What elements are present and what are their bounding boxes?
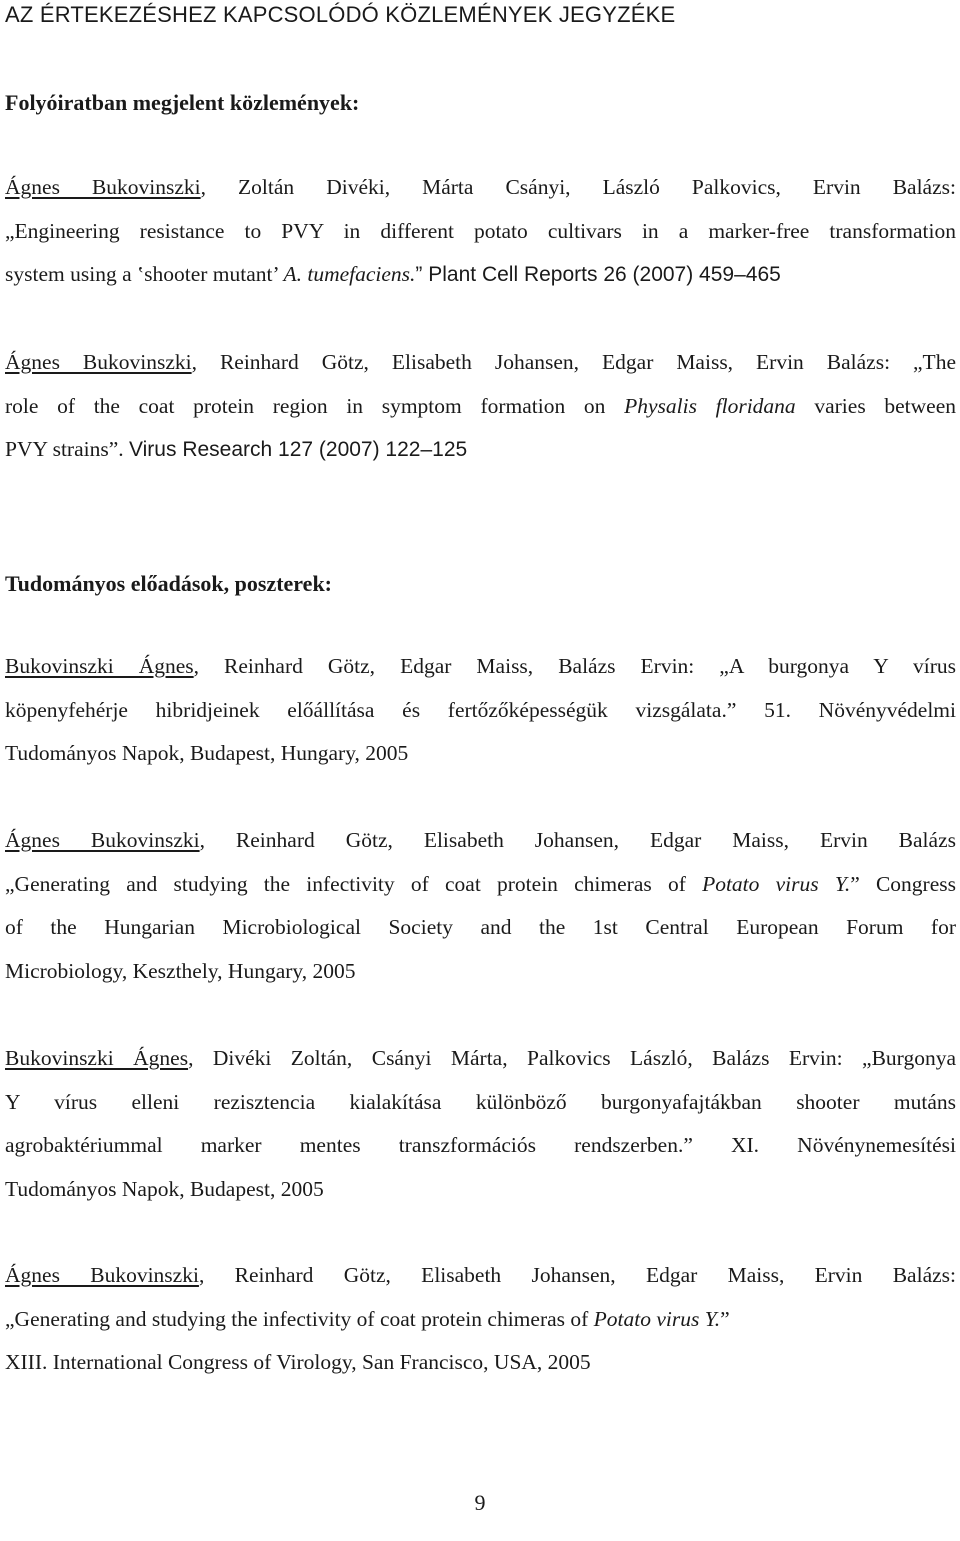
entry-line: Y vírus elleni rezisztencia kialakítása különböző burgonyafajtákban shooter mutáns bbox=[5, 1089, 956, 1114]
author-underlined: Ágnes Bukovinszki bbox=[5, 828, 200, 852]
entry-line: Microbiology, Keszthely, Hungary, 2005 bbox=[5, 958, 356, 983]
presentation-entry-3 bbox=[5, 1037, 956, 1211]
journal-entry-2 bbox=[5, 341, 956, 472]
title-rest: ” bbox=[720, 1306, 730, 1331]
entry-line: Tudományos Napok, Budapest, 2005 bbox=[5, 1176, 324, 1201]
entry-line: Tudományos Napok, Budapest, Hungary, 2005 bbox=[5, 741, 409, 766]
journal-entry-1 bbox=[5, 166, 956, 297]
entry-line bbox=[5, 385, 956, 429]
authors-rest: , Divéki Zoltán, Csányi Márta, Palkovics László, Balázs Ervin: „Burgonya bbox=[188, 1046, 956, 1070]
entry-line: XIII. International Congress of Virology, San Francisco, USA, 2005 bbox=[5, 1350, 591, 1375]
entry-line bbox=[5, 1254, 956, 1298]
title-text: system using a ‛shooter mutant’ bbox=[5, 262, 284, 287]
title-text: PVY strains”. bbox=[5, 437, 130, 462]
entry-line bbox=[5, 1037, 956, 1081]
entry-line bbox=[5, 863, 956, 907]
authors-rest: , Reinhard Götz, Edgar Maiss, Balázs Ervin: „A burgonya Y vírus bbox=[193, 654, 956, 678]
authors-rest: , Reinhard Götz, Elisabeth Johansen, Edgar Maiss, Ervin Balázs bbox=[199, 828, 956, 852]
presentation-entry-4 bbox=[5, 1254, 956, 1385]
authors-rest: , Reinhard Götz, Elisabeth Johansen, Edgar Maiss, Ervin Balázs: bbox=[198, 1263, 956, 1287]
authors-rest: , Reinhard Götz, Elisabeth Johansen, Edgar Maiss, Ervin Balázs: „The bbox=[191, 350, 956, 374]
title-italic: Potato virus Y. bbox=[702, 871, 851, 896]
entry-line: of the Hungarian Microbiological Society and the 1st Central European Forum for bbox=[5, 915, 956, 940]
author-underlined: Bukovinszki Ágnes bbox=[5, 1046, 189, 1070]
entry-line: agrobaktériummal marker mentes transzformációs rendszerben.” XI. Növénynemesítési bbox=[5, 1133, 956, 1158]
title-text: „Generating and studying the infectivity of coat protein chimeras of bbox=[5, 871, 703, 896]
title-text: role of the coat protein region in symptom formation on bbox=[5, 393, 625, 418]
entry-line bbox=[5, 645, 956, 689]
title-rest: varies between bbox=[795, 393, 956, 418]
title-italic: A. tumefaciens. bbox=[283, 262, 416, 287]
journal-section-heading: Folyóiratban megjelent közlemények: bbox=[5, 90, 360, 115]
author-underlined: Ágnes Bukovinszki bbox=[5, 350, 192, 374]
entry-line bbox=[5, 1298, 956, 1342]
journal-source: Virus Research 127 (2007) 122–125 bbox=[129, 438, 468, 462]
entry-line bbox=[5, 166, 956, 210]
title-rest: ” Congress bbox=[850, 871, 956, 896]
entry-line bbox=[5, 428, 956, 472]
author-underlined: Ágnes Bukovinszki bbox=[5, 1263, 199, 1287]
presentation-entry-2 bbox=[5, 819, 956, 993]
title-italic: Physalis floridana bbox=[624, 393, 796, 418]
title-text: „Generating and studying the infectivity of coat protein chimeras of bbox=[5, 1306, 594, 1331]
author-underlined: Bukovinszki Ágnes bbox=[5, 654, 194, 678]
entry-line: köpenyfehérje hibridjeinek előállítása és fertőzőképességük vizsgálata.” 51. Növényvédelmi bbox=[5, 697, 956, 722]
entry-line bbox=[5, 341, 956, 385]
entry-line bbox=[5, 819, 956, 863]
author-underlined: Ágnes Bukovinszki bbox=[5, 175, 201, 199]
document-title: AZ ÉRTEKEZÉSHEZ KAPCSOLÓDÓ KÖZLEMÉNYEK JEGYZÉKE bbox=[5, 2, 676, 27]
entry-line: „Engineering resistance to PVY in different potato cultivars in a marker-free transformation bbox=[5, 218, 956, 243]
journal-source: ” Plant Cell Reports 26 (2007) 459–465 bbox=[415, 263, 781, 287]
presentation-entry-1 bbox=[5, 645, 956, 776]
entry-line bbox=[5, 253, 956, 297]
page-number: 9 bbox=[474, 1490, 486, 1515]
title-italic: Potato virus Y. bbox=[593, 1306, 721, 1331]
authors-rest: , Zoltán Divéki, Márta Csányi, László Palkovics, Ervin Balázs: bbox=[200, 175, 956, 199]
presentations-section-heading: Tudományos előadások, poszterek: bbox=[5, 571, 333, 596]
